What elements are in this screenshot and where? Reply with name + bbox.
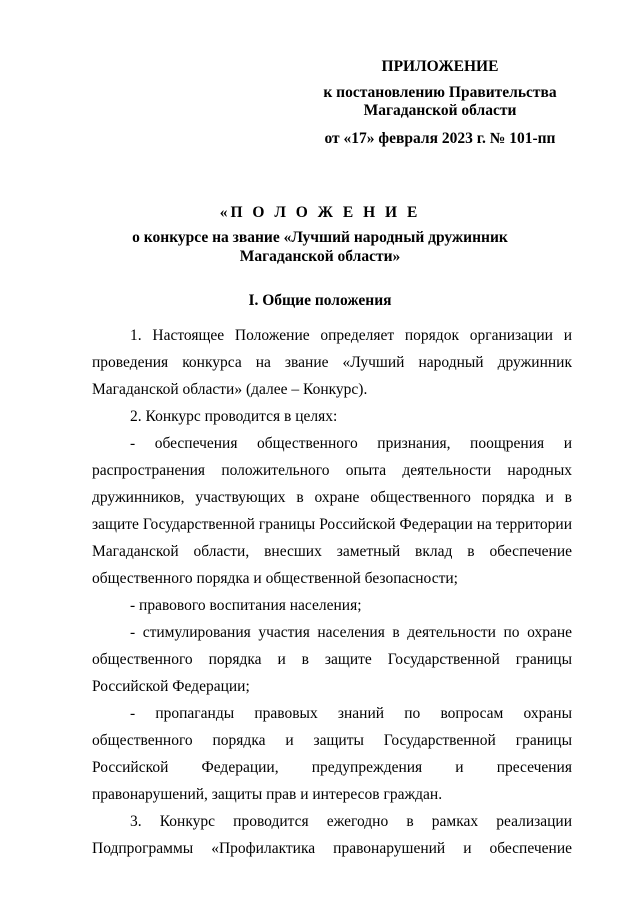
section-heading: I. Общие положения: [248, 292, 392, 309]
paragraph-goal-4: - пропаганды правовых знаний по вопросам охраны общественного порядка и защиты Государственной границы Российской Федерации, предупреждения и пресечения правонарушений, защиты прав и интересов граждан.: [92, 705, 572, 803]
document-title-line-1: о конкурсе на звание «Лучший народный дружинник: [132, 229, 508, 246]
paragraph-goal-1: - обеспечения общественного признания, поощрения и распространения положительного опыта деятельности народных дружинников, участвующих в охране общественного порядка и в защите Государственной границы Российской Федерации на территории Магаданской области, внесших заметный вклад в обеспечение общественного порядка и общественной безопасности;: [92, 435, 572, 587]
appendix-line-1: к постановлению Правительства: [323, 84, 557, 101]
appendix-header: [300, 58, 580, 148]
document-title: [60, 203, 580, 266]
appendix-line-2: Магаданской области: [363, 102, 517, 119]
document-title-main: «П О Л О Ж Е Н И Е: [219, 204, 421, 221]
document-title-line-2: Магаданской области»: [239, 248, 401, 265]
paragraph-3: 3. Конкурс проводится ежегодно в рамках реализации Подпрограммы «Профилактика правонарушений и обеспечение: [92, 813, 572, 857]
paragraph-1: 1. Настоящее Положение определяет порядок организации и проведения конкурса на звание «Лучший народный дружинник Магаданской области» (далее – Конкурс).: [92, 327, 572, 398]
document-body: [92, 322, 572, 862]
appendix-date-line: от «17» февраля 2023 г. № 101-пп: [324, 130, 556, 147]
paragraph-2: 2. Конкурс проводится в целях:: [130, 408, 338, 425]
appendix-title: ПРИЛОЖЕНИЕ: [381, 58, 499, 75]
paragraph-goal-2: - правового воспитания населения;: [130, 597, 362, 614]
paragraph-goal-3: - стимулирования участия населения в деятельности по охране общественного порядка и в защите Государственной границы Российской Федерации;: [92, 624, 572, 695]
